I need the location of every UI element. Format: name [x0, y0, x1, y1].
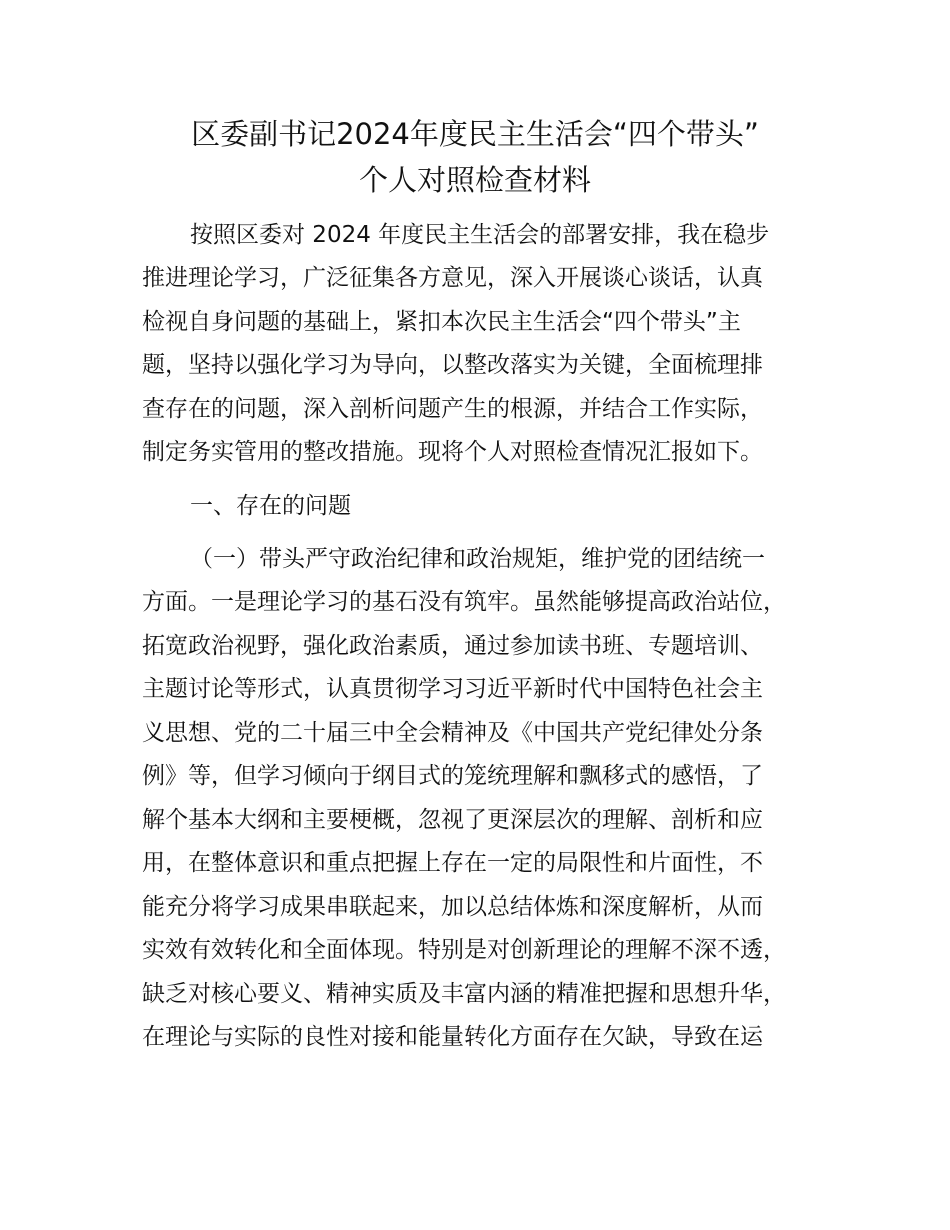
body-line-17: 实效有效转化和全面体现。特别是对创新理论的理解不深不透，: [142, 937, 786, 963]
body-line-12: 义思想、党的二十届三中全会精神及《中国共产党纪律处分条: [142, 720, 763, 746]
section-heading-1: 一、存在的问题: [190, 493, 351, 519]
body-line-15: 用，在整体意识和重点把握上存在一定的局限性和片面性，不: [142, 850, 763, 876]
body-line-1: 按照区委对 2024 年度民主生活会的部署安排，我在稳步: [190, 222, 770, 248]
body-line-18: 缺乏对核心要义、精神实质及丰富内涵的精准把握和思想升华，: [142, 981, 786, 1007]
body-line-6: 制定务实管用的整改措施。现将个人对照检查情况汇报如下。: [142, 439, 763, 465]
document-title-line-1: 区委副书记2024年度民主生活会“四个带头”: [191, 117, 759, 151]
body-line-10: 拓宽政治视野，强化政治素质，通过参加读书班、专题培训、: [142, 633, 763, 659]
body-line-11: 主题讨论等形式，认真贯彻学习习近平新时代中国特色社会主: [142, 676, 763, 702]
body-line-13: 例》等，但学习倾向于纲目式的笼统理解和飘移式的感悟，了: [142, 763, 763, 789]
body-line-3: 检视自身问题的基础上，紧扣本次民主生活会“四个带头”主: [142, 309, 741, 335]
body-line-9: 方面。一是理论学习的基石没有筑牢。虽然能够提高政治站位，: [142, 589, 786, 615]
body-line-8: （一）带头严守政治纪律和政治规矩，维护党的团结统一: [190, 546, 765, 572]
body-line-2: 推进理论学习，广泛征集各方意见，深入开展谈心谈话，认真: [142, 265, 763, 291]
body-line-14: 解个基本大纲和主要梗概，忽视了更深层次的理解、剖析和应: [142, 807, 763, 833]
body-line-19: 在理论与实际的良性对接和能量转化方面存在欠缺，导致在运: [142, 1024, 763, 1050]
body-line-4: 题，坚持以强化学习为导向，以整改落实为关键，全面梳理排: [142, 352, 763, 378]
body-line-16: 能充分将学习成果串联起来，加以总结体炼和深度解析，从而: [142, 894, 763, 920]
body-line-5: 查存在的问题，深入剖析问题产生的根源，并结合工作实际，: [142, 396, 763, 422]
document-title-line-2: 个人对照检查材料: [358, 163, 591, 197]
